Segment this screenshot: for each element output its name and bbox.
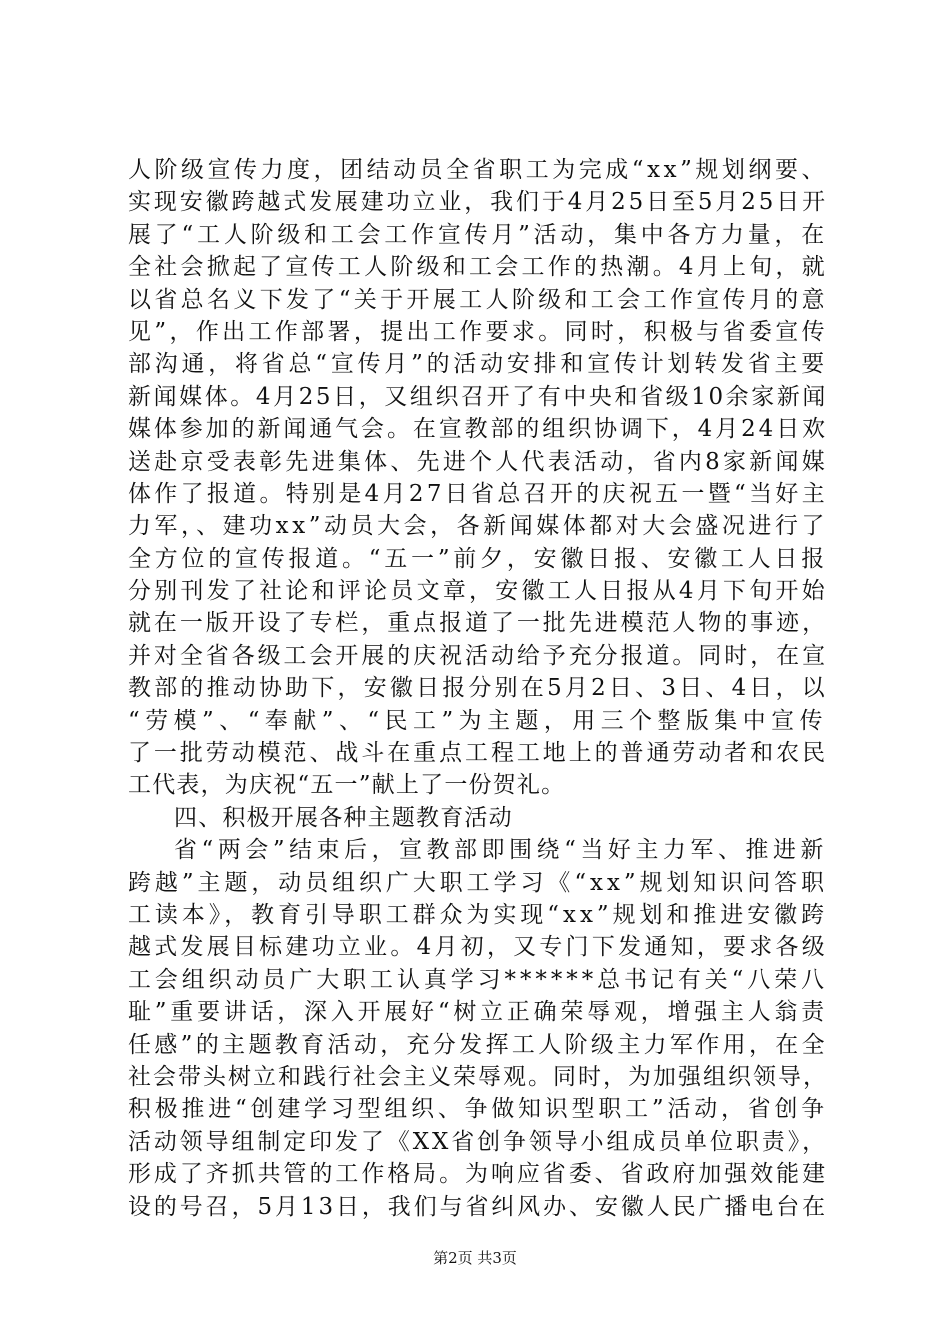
text-line: 全方位的宣传报道。“五一”前夕，安徽日报、安徽工人日报 [128, 545, 828, 572]
text-line: 设的号召，5月13日，我们与省纠风办、安徽人民广播电台在 [128, 1193, 828, 1220]
text-line: 以省总名义下发了“关于开展工人阶级和工会工作宣传月的意 [128, 286, 828, 313]
text-line: 新闻媒体。4月25日，又组织召开了有中央和省级10余家新闻 [128, 383, 828, 410]
text-line: 部沟通，将省总“宣传月”的活动安排和宣传计划转发省主要 [128, 351, 828, 378]
text-line: 跨越”主题，动员组织广大职工学习《“xx”规划知识问答职 [128, 869, 828, 896]
text-line: 送赴京受表彰先进集体、先进个人代表活动，省内8家新闻媒 [128, 448, 828, 475]
text-line: 形成了齐抓共管的工作格局。为响应省委、省政府加强效能建 [128, 1161, 828, 1188]
text-line: 工代表，为庆祝“五一”献上了一份贺礼。 [128, 772, 566, 799]
text-line: 了一批劳动模范、战斗在重点工程工地上的普通劳动者和农民 [128, 740, 828, 767]
text-line: 见”，作出工作部署，提出工作要求。同时，积极与省委宣传 [128, 318, 828, 345]
document-body [128, 154, 828, 1223]
text-line: 社会带头树立和践行社会主义荣辱观。同时，为加强组织领导， [128, 1063, 828, 1090]
page-number: 第2页 [433, 1249, 473, 1267]
text-line: 工会组织动员广大职工认真学习******总书记有关“八荣八 [128, 966, 828, 993]
text-line: 耻”重要讲话，深入开展好“树立正确荣辱观，增强主人翁责 [128, 999, 828, 1026]
text-line: 体作了报道。特别是4月27日省总召开的庆祝五一暨“当好主 [128, 480, 828, 507]
text-line: 展了“工人阶级和工会工作宣传月”活动，集中各方力量，在 [128, 221, 828, 248]
text-line: 全社会掀起了宣传工人阶级和工会工作的热潮。4月上旬，就 [128, 254, 828, 281]
text-line: 活动领导组制定印发了《XX省创争领导小组成员单位职责》， [128, 1128, 828, 1155]
text-line: 任感”的主题教育活动，充分发挥工人阶级主力军作用，在全 [128, 1031, 828, 1058]
text-line: 教部的推动协助下，安徽日报分别在5月2日、3日、4日，以 [128, 675, 828, 702]
text-line: 力军，、建功xx”动员大会，各新闻媒体都对大会盛况进行了 [128, 513, 828, 540]
text-line: 就在一版开设了专栏，重点报道了一批先进模范人物的事迹， [128, 610, 828, 637]
text-line: 越式发展目标建功立业。4月初，又专门下发通知，要求各级 [128, 934, 828, 961]
paragraph-start-line: 四、积极开展各种主题教育活动 [174, 804, 513, 831]
text-line: 人阶级宣传力度，团结动员全省职工为完成“xx”规划纲要、 [128, 157, 828, 183]
text-line: 并对全省各级工会开展的庆祝活动给予充分报道。同时，在宣 [128, 642, 828, 669]
text-line: “劳模”、“奉献”、“民工”为主题，用三个整版集中宣传 [128, 707, 828, 734]
text-line: 工读本》，教育引导职工群众为实现“xx”规划和推进安徽跨 [128, 901, 828, 928]
text-line: 分别刊发了社论和评论员文章，安徽工人日报从4月下旬开始 [128, 578, 828, 605]
page-footer [0, 1248, 950, 1268]
text-line: 实现安徽跨越式发展建功立业，我们于4月25日至5月25日开 [128, 189, 828, 216]
text-line: 媒体参加的新闻通气会。在宣教部的组织协调下，4月24日欢 [128, 416, 828, 443]
text-line: 积极推进“创建学习型组织、争做知识型职工”活动，省创争 [128, 1096, 828, 1123]
paragraph-start-line: 省“两会”结束后，宣教部即围绕“当好主力军、推进新 [174, 837, 828, 864]
page-total: 共3页 [477, 1249, 517, 1267]
